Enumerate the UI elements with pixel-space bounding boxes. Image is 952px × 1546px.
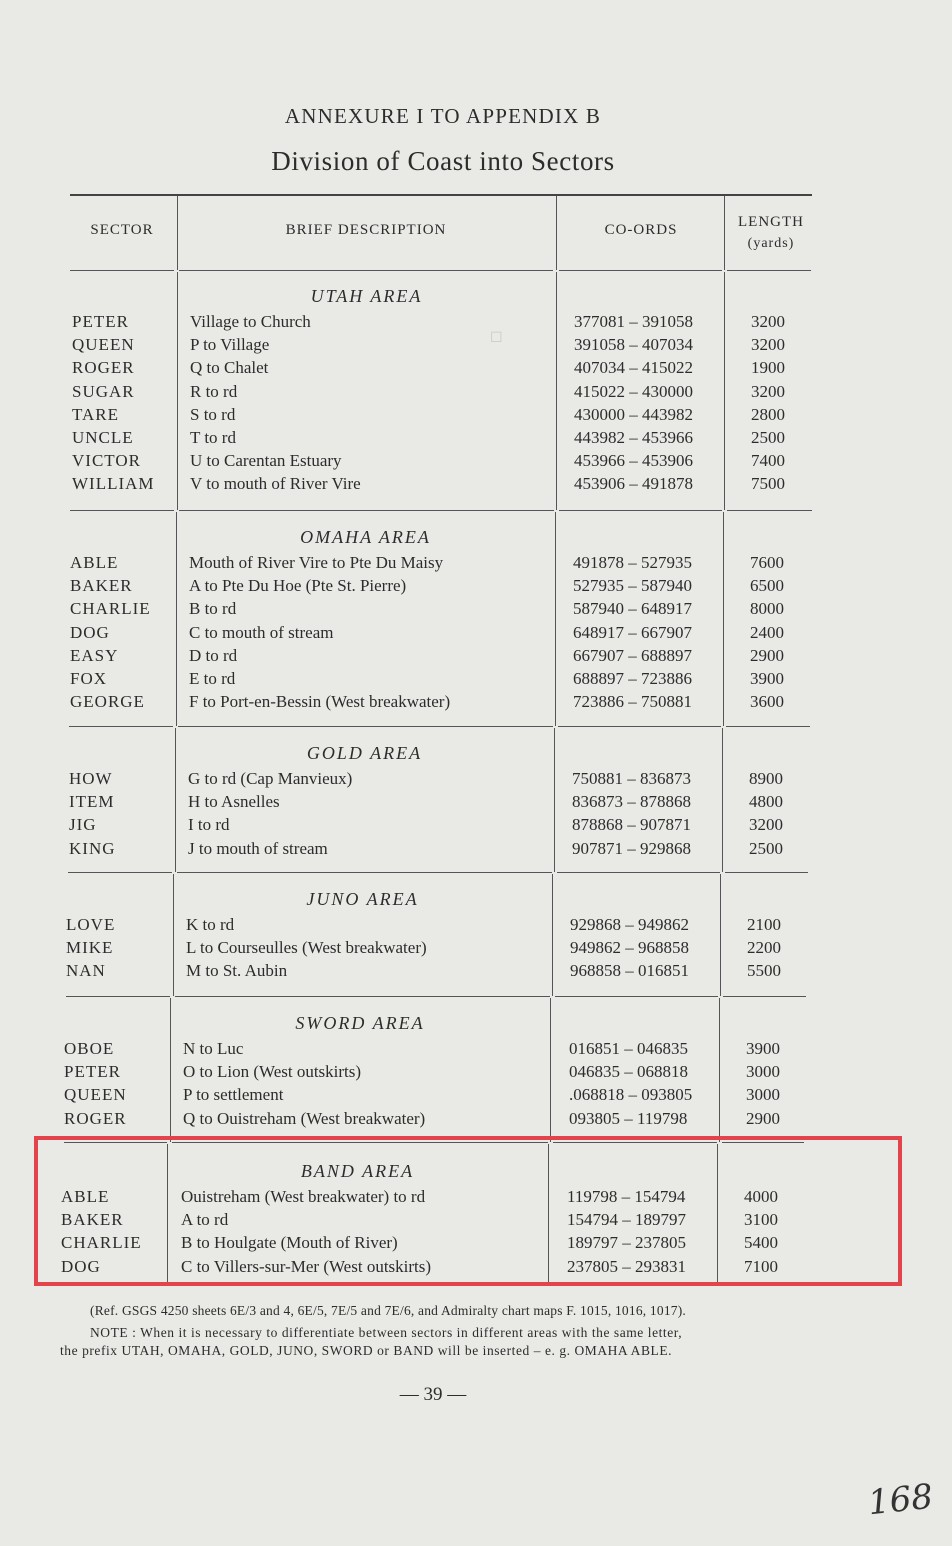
sector-length: 3900 — [746, 1039, 780, 1058]
sector-coords: 723886 – 750881 — [573, 692, 692, 712]
area-divider — [558, 726, 721, 727]
sector-description: I to rd — [188, 815, 230, 835]
sector-name: GEORGE — [70, 692, 145, 712]
area-title: BAND AREA — [300, 1161, 415, 1181]
header-rule — [179, 270, 553, 271]
sector-description: D to rd — [189, 645, 238, 665]
sector-description: Mouth of River Vire to Pte Du Maisy — [189, 553, 444, 572]
sector-name: SUGAR — [72, 381, 135, 401]
sector-coords: 391058 – 407034 — [574, 335, 693, 355]
header-rule — [70, 270, 174, 271]
area-title: UTAH AREA — [310, 286, 423, 306]
sector-length: 7400 — [751, 451, 785, 471]
sector-length: 2900 — [750, 645, 784, 665]
sector-length: 5500 — [747, 961, 781, 981]
page-title: Division of Coast into Sectors — [271, 146, 615, 176]
scan-mark-icon: ☐ — [490, 331, 503, 346]
area-title: JUNO AREA — [306, 889, 419, 909]
sector-description: G to rd (Cap Manvieux) — [188, 769, 353, 788]
sector-coords: 407034 – 415022 — [574, 358, 693, 378]
table-row — [0, 790, 952, 813]
area-divider — [175, 996, 550, 997]
table-row — [0, 1037, 952, 1060]
sector-name: ROGER — [64, 1108, 127, 1128]
area-divider — [559, 510, 722, 511]
sector-description: J to mouth of stream — [188, 838, 328, 858]
footnote-note-cont: the prefix UTAH, OMAHA, GOLD, JUNO, SWORD or BAND will be inserted – e. g. OMAHA ABLE. — [60, 1343, 673, 1358]
sector-coords: 093805 – 119798 — [569, 1108, 688, 1128]
table-row — [0, 644, 952, 667]
sector-description: T to rd — [190, 428, 236, 447]
sector-name: OBOE — [64, 1039, 115, 1058]
sector-coords: 189797 – 237805 — [567, 1233, 686, 1253]
sector-name: ROGER — [72, 358, 135, 378]
sector-length: 6500 — [750, 576, 784, 596]
sector-name: CHARLIE — [61, 1233, 142, 1253]
sector-coords: 237805 – 293831 — [567, 1256, 686, 1276]
sector-description: C to mouth of stream — [189, 622, 334, 642]
table-row — [0, 310, 952, 333]
handwritten-number: 168 — [866, 1476, 935, 1524]
header-coords: CO-ORDS — [604, 222, 678, 238]
table-row — [0, 621, 952, 644]
footnote-note: NOTE : When it is necessary to differentiate between sectors in different areas with the same letter, — [90, 1325, 683, 1340]
sector-name: DOG — [61, 1256, 101, 1276]
table-row — [0, 380, 952, 403]
annexure-heading: ANNEXURE I TO APPENDIX B — [284, 104, 602, 128]
table-row — [0, 472, 952, 495]
table-row — [0, 356, 952, 379]
sector-length: 7100 — [744, 1256, 778, 1276]
column-divider — [724, 196, 725, 270]
column-divider — [556, 196, 557, 270]
table-row — [0, 551, 952, 574]
column-divider — [177, 196, 178, 270]
table-row — [0, 1083, 952, 1106]
header-length-unit: (yards) — [747, 236, 795, 251]
sector-description: Ouistreham (West breakwater) to rd — [181, 1187, 426, 1206]
sector-description: B to Houlgate (Mouth of River) — [181, 1233, 398, 1253]
sector-name: MIKE — [66, 938, 114, 958]
sector-name: VICTOR — [72, 451, 141, 471]
sector-coords: 968858 – 016851 — [570, 961, 689, 981]
table-row — [0, 813, 952, 836]
sector-name: BAKER — [70, 576, 133, 596]
sector-coords: .068818 – 093805 — [569, 1085, 693, 1105]
sector-description: N to Luc — [183, 1039, 244, 1058]
area-divider — [66, 996, 170, 997]
sector-description: Q to Chalet — [190, 358, 269, 378]
sector-description: R to rd — [190, 381, 238, 401]
sector-name: QUEEN — [72, 335, 135, 355]
sector-name: FOX — [70, 669, 108, 688]
area-divider — [723, 996, 806, 997]
sector-length: 3200 — [749, 815, 783, 835]
sector-description: F to Port-en-Bessin (West breakwater) — [189, 692, 451, 712]
sector-length: 4000 — [744, 1187, 778, 1206]
sector-name: TARE — [72, 404, 120, 424]
sector-coords: 750881 – 836873 — [572, 769, 691, 788]
sector-coords: 688897 – 723886 — [573, 669, 692, 688]
sector-description: Q to Ouistreham (West breakwater) — [183, 1108, 426, 1128]
sector-coords: 949862 – 968858 — [570, 938, 689, 958]
sector-coords: 415022 – 430000 — [574, 381, 693, 401]
table-row — [0, 936, 952, 959]
sector-description: V to mouth of River Vire — [190, 474, 361, 494]
table-row — [0, 426, 952, 449]
sector-description: H to Asnelles — [188, 792, 280, 812]
area-divider — [177, 872, 552, 873]
sector-length: 3200 — [751, 381, 785, 401]
sector-name: NAN — [66, 961, 106, 981]
sector-length: 3000 — [746, 1085, 780, 1105]
sector-length: 2900 — [746, 1108, 780, 1128]
sector-coords: 587940 – 648917 — [573, 599, 692, 619]
header-rule — [559, 270, 722, 271]
sector-length: 4800 — [749, 792, 783, 812]
sector-description: U to Carentan Estuary — [190, 451, 342, 471]
page-number: — 39 — — [399, 1384, 467, 1405]
sector-coords: 907871 – 929868 — [572, 838, 691, 858]
sector-description: Village to Church — [190, 312, 311, 331]
area-divider — [179, 510, 554, 511]
area-divider — [70, 510, 174, 511]
area-divider — [178, 726, 553, 727]
sector-coords: 430000 – 443982 — [574, 404, 693, 424]
header-description: BRIEF DESCRIPTION — [285, 222, 447, 238]
sector-coords: 527935 – 587940 — [573, 576, 692, 596]
sector-length: 5400 — [744, 1233, 778, 1253]
sector-name: UNCLE — [72, 428, 134, 447]
sector-name: CHARLIE — [70, 599, 151, 619]
sector-description: E to rd — [189, 669, 236, 688]
sector-length: 8000 — [750, 599, 784, 619]
table-row — [0, 403, 952, 426]
footnote-reference: (Ref. GSGS 4250 sheets 6E/3 and 4, 6E/5, 7E/5 and 7E/6, and Admiralty chart maps F. 1015, 1016, 1017). — [90, 1303, 687, 1318]
band-area-highlight — [34, 1136, 902, 1286]
sector-name: BAKER — [61, 1210, 124, 1230]
sector-length: 3900 — [750, 669, 784, 688]
sector-name: QUEEN — [64, 1085, 127, 1105]
sector-length: 1900 — [751, 358, 785, 378]
area-divider — [69, 726, 173, 727]
sector-description: A to rd — [181, 1210, 229, 1230]
sector-length: 7600 — [750, 553, 784, 572]
table-row — [0, 333, 952, 356]
table-row — [0, 690, 952, 713]
sector-coords: 648917 – 667907 — [573, 622, 692, 642]
sector-name: EASY — [70, 645, 119, 665]
sector-coords: 491878 – 527935 — [573, 553, 692, 572]
sector-coords: 453906 – 491878 — [574, 474, 693, 494]
table-row — [0, 837, 952, 860]
sector-length: 2500 — [751, 428, 785, 447]
sector-name: PETER — [72, 312, 129, 331]
top-rule — [70, 194, 812, 196]
table-row — [0, 767, 952, 790]
sector-name: HOW — [69, 769, 113, 788]
sector-coords: 377081 – 391058 — [574, 312, 693, 331]
table-row — [0, 574, 952, 597]
sector-name: WILLIAM — [72, 474, 155, 494]
sector-coords: 119798 – 154794 — [567, 1187, 686, 1206]
sector-length: 3000 — [746, 1062, 780, 1082]
sector-name: LOVE — [66, 915, 116, 934]
sector-length: 2400 — [750, 622, 784, 642]
sector-length: 3200 — [751, 312, 785, 331]
area-divider — [555, 996, 718, 997]
header-sector: SECTOR — [90, 222, 154, 238]
sector-length: 3200 — [751, 335, 785, 355]
area-divider — [68, 872, 172, 873]
sector-coords: 836873 – 878868 — [572, 792, 691, 812]
area-divider — [726, 726, 810, 727]
sector-name: KING — [69, 838, 116, 858]
table-row — [0, 913, 952, 936]
area-title: GOLD AREA — [306, 743, 423, 763]
sector-coords: 453966 – 453906 — [574, 451, 693, 471]
sector-length: 2800 — [751, 404, 785, 424]
table-row — [0, 1107, 952, 1130]
sector-description: A to Pte Du Hoe (Pte St. Pierre) — [189, 576, 407, 596]
sector-coords: 667907 – 688897 — [573, 645, 692, 665]
sector-coords: 046835 – 068818 — [569, 1062, 688, 1082]
table-row — [0, 959, 952, 982]
area-title: SWORD AREA — [295, 1013, 425, 1033]
sector-description: S to rd — [190, 404, 236, 424]
sector-length: 8900 — [749, 769, 783, 788]
sector-length: 2500 — [749, 838, 783, 858]
sector-name: JIG — [69, 815, 97, 835]
header-length: LENGTH — [738, 214, 804, 230]
sector-name: DOG — [70, 622, 110, 642]
sector-coords: 929868 – 949862 — [570, 915, 689, 934]
area-title: OMAHA AREA — [300, 527, 431, 547]
area-divider — [725, 872, 808, 873]
area-divider — [557, 872, 720, 873]
table-row — [0, 597, 952, 620]
sector-description: O to Lion (West outskirts) — [183, 1062, 362, 1082]
header-rule — [727, 270, 811, 271]
table-row — [0, 449, 952, 472]
table-row — [0, 667, 952, 690]
sector-description: C to Villers-sur-Mer (West outskirts) — [181, 1256, 432, 1276]
sector-length: 3600 — [750, 692, 784, 712]
sector-name: ABLE — [70, 553, 119, 572]
sector-coords: 443982 – 453966 — [574, 428, 693, 447]
area-divider — [727, 510, 812, 511]
sector-name: ITEM — [69, 792, 115, 812]
sector-name: PETER — [64, 1062, 121, 1082]
sector-description: B to rd — [189, 599, 237, 619]
sector-coords: 878868 – 907871 — [572, 815, 691, 835]
sector-description: L to Courseulles (West breakwater) — [186, 938, 427, 958]
sector-description: P to settlement — [183, 1085, 284, 1105]
sector-coords: 016851 – 046835 — [569, 1039, 688, 1058]
table-row — [0, 1060, 952, 1083]
sector-coords: 154794 – 189797 — [567, 1210, 686, 1230]
sector-name: ABLE — [61, 1187, 110, 1206]
sector-description: P to Village — [190, 335, 270, 355]
sector-description: M to St. Aubin — [186, 961, 288, 981]
sector-length: 2200 — [747, 938, 781, 958]
sector-length: 7500 — [751, 474, 785, 494]
sector-length: 3100 — [744, 1210, 778, 1230]
sector-description: K to rd — [186, 915, 235, 934]
sector-length: 2100 — [747, 915, 781, 934]
